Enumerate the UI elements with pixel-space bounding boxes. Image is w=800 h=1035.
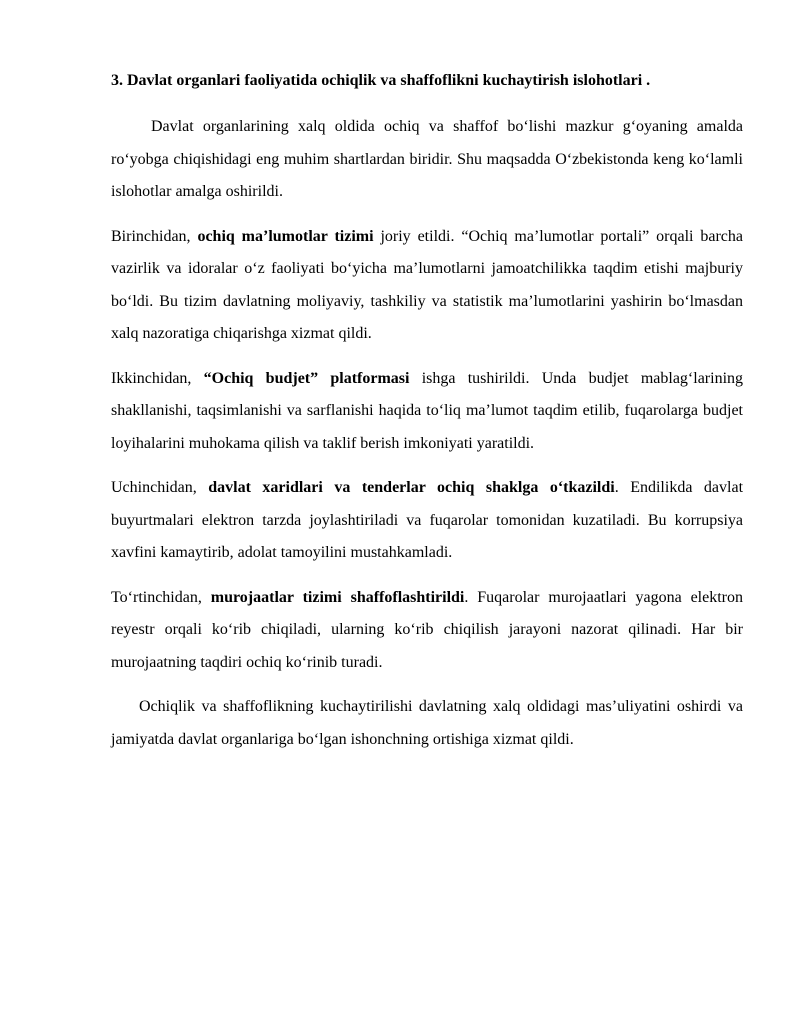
paragraph-body: . Fuqarolar murojaatlari yagona elektron reyestr orqali ko‘rib chiqiladi, ularning ko‘rib chiqilish jarayoni nazorat qilinadi. Har bir murojaatning taqdiri ochiq ko‘rinib turadi. xyxy=(111,588,743,671)
paragraph-key-term: “Ochiq budjet” platformasi xyxy=(203,369,410,387)
paragraph-lead: Ikkinchidan, xyxy=(111,369,204,387)
paragraph-open-budget xyxy=(111,363,743,461)
paragraph-lead: Birinchidan, xyxy=(111,227,198,245)
paragraph-body: joriy etildi. “Ochiq ma’lumotlar portali” orqali barcha vazirlik va idoralar o‘z faoliyati bo‘yicha ma’lumotlarni jamoatchilikka taqdim etishi majburiy bo‘ldi. Bu tizim davlatning moliyaviy, tashkiliy va statistik ma’lumotlarini yashirin bo‘lmasdan xalq nazoratiga chiqarishga xizmat qildi. xyxy=(111,227,744,342)
section-heading: 3. Davlat organlari faoliyatida ochiqlik va shaffoflikni kuchaytirish islohotlari . xyxy=(111,72,651,89)
document-page xyxy=(111,70,743,768)
paragraph-open-data xyxy=(111,221,743,351)
paragraph-body: . Endilikda davlat buyurtmalari elektron tarzda joylashtiriladi va fuqarolar tomonidan kuzatiladi. Bu korrupsiya xavfini kamaytirib, adolat tamoyilini mustahkamladi. xyxy=(111,479,744,561)
intro-paragraph: Davlat organlarining xalq oldida ochiq va shaffof bo‘lishi mazkur g‘oyaning amalda ro‘yobga chiqishidagi eng muhim shartlardan biridir. Shu maqsadda O‘zbekistonda keng ko‘lamli islohotlar amalga oshirildi. xyxy=(111,118,743,200)
paragraph-appeals-system xyxy=(111,582,743,680)
paragraph-key-term: murojaatlar tizimi shaffoflashtirildi xyxy=(210,588,465,606)
conclusion-paragraph: Ochiqlik va shaffoflikning kuchaytirilishi davlatning xalq oldidagi mas’uliyatini oshirdi va jamiyatda davlat organlariga bo‘lgan ishonchning ortishiga xizmat qildi. xyxy=(111,698,743,748)
paragraph-public-procurement xyxy=(111,472,743,570)
paragraph-key-term: ochiq ma’lumotlar tizimi xyxy=(197,227,374,245)
paragraph-lead: Uchinchidan, xyxy=(111,479,209,496)
paragraph-key-term: davlat xaridlari va tenderlar ochiq shaklga o‘tkazildi xyxy=(208,479,615,496)
paragraph-lead: To‘rtinchidan, xyxy=(111,588,211,606)
paragraph-body: ishga tushirildi. Unda budjet mablag‘larining shakllanishi, taqsimlanishi va sarflanishi haqida to‘liq ma’lumot taqdim etilib, fuqarolarga budjet loyihalarini muhokama qilish va taklif berish imkoniyati yaratildi. xyxy=(111,369,744,452)
